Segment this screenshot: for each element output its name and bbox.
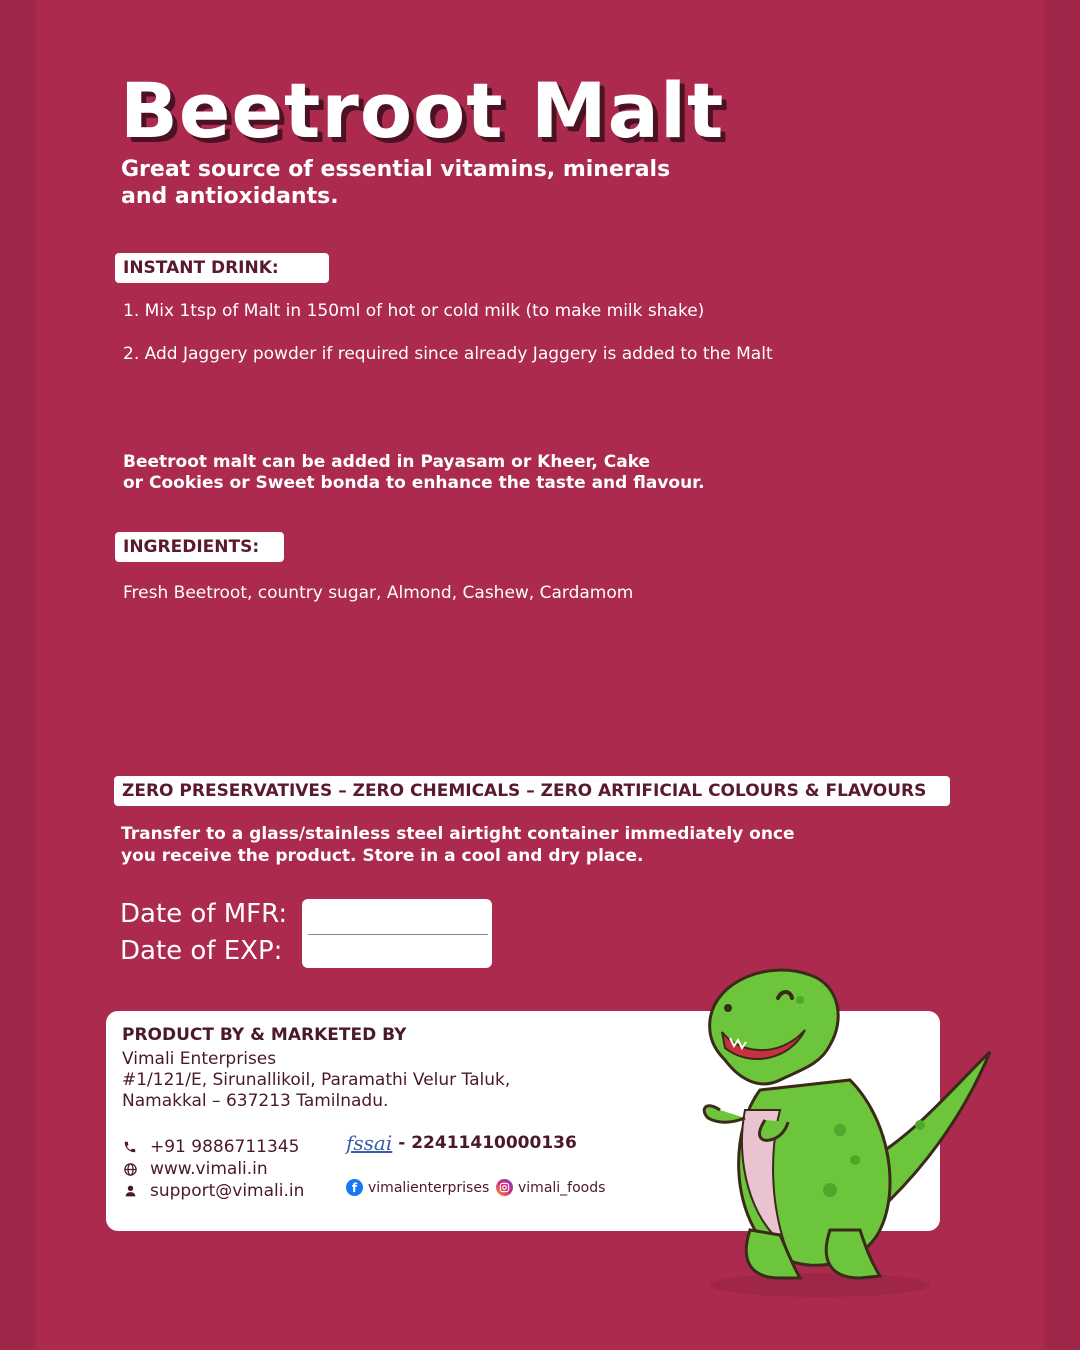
address-line-1: #1/121/E, Sirunallikoil, Paramathi Velur Taluk, (122, 1070, 511, 1090)
phone-icon (122, 1139, 138, 1155)
product-title: Beetroot Malt (120, 66, 725, 155)
instagram-link[interactable] (496, 1179, 605, 1196)
storage-line-2: you receive the product. Store in a cool and dry place. (121, 846, 644, 866)
left-edge (0, 0, 36, 1350)
instagram-icon (496, 1179, 513, 1196)
phone-number: +91 9886711345 (150, 1137, 300, 1157)
ingredients-text: Fresh Beetroot, country sugar, Almond, Cashew, Cardamom (123, 583, 634, 603)
instant-drink-step-1: 1. Mix 1tsp of Malt in 150ml of hot or cold milk (to make milk shake) (123, 301, 705, 321)
zero-preservatives-banner: ZERO PRESERVATIVES – ZERO CHEMICALS – ZERO ARTIFICIAL COLOURS & FLAVOURS (114, 776, 950, 806)
right-edge (1044, 0, 1080, 1350)
dinosaur-illustration (690, 960, 1000, 1300)
globe-icon (122, 1161, 138, 1177)
email-contact[interactable] (122, 1181, 304, 1201)
date-divider (308, 934, 488, 935)
address-line-2: Namakkal – 637213 Tamilnadu. (122, 1091, 389, 1111)
phone-contact[interactable] (122, 1137, 299, 1157)
ingredients-heading: INGREDIENTS: (115, 532, 284, 562)
date-entry-box[interactable] (302, 899, 492, 968)
facebook-icon: f (346, 1179, 363, 1196)
user-icon (122, 1183, 138, 1199)
instagram-handle: vimali_foods (518, 1179, 606, 1196)
fssai-logo: fssai (346, 1131, 393, 1155)
storage-line-1: Transfer to a glass/stainless steel airtight container immediately once (121, 824, 795, 844)
instant-drink-heading: INSTANT DRINK: (115, 253, 329, 283)
usage-note-line-1: Beetroot malt can be added in Payasam or Kheer, Cake (123, 452, 651, 472)
email-address: support@vimali.in (150, 1181, 305, 1201)
facebook-link[interactable] (346, 1179, 489, 1196)
website-contact[interactable] (122, 1159, 268, 1179)
facebook-handle: vimalienterprises (368, 1179, 490, 1196)
product-subtitle: Great source of essential vitamins, minerals and antioxidants. (121, 157, 671, 209)
producer-name: Vimali Enterprises (122, 1049, 277, 1069)
website-url: www.vimali.in (150, 1159, 268, 1179)
mfr-date-label: Date of MFR: (120, 899, 288, 929)
producer-heading: PRODUCT BY & MARKETED BY (122, 1025, 407, 1045)
instant-drink-step-2: 2. Add Jaggery powder if required since already Jaggery is added to the Malt (123, 344, 773, 364)
date-labels (120, 896, 287, 970)
fssai-number: - 22411410000136 (398, 1133, 577, 1153)
producer-address (122, 1049, 582, 1112)
exp-date-label: Date of EXP: (120, 936, 283, 966)
fssai-license (346, 1131, 577, 1155)
usage-note-line-2: or Cookies or Sweet bonda to enhance the taste and flavour. (123, 473, 705, 493)
